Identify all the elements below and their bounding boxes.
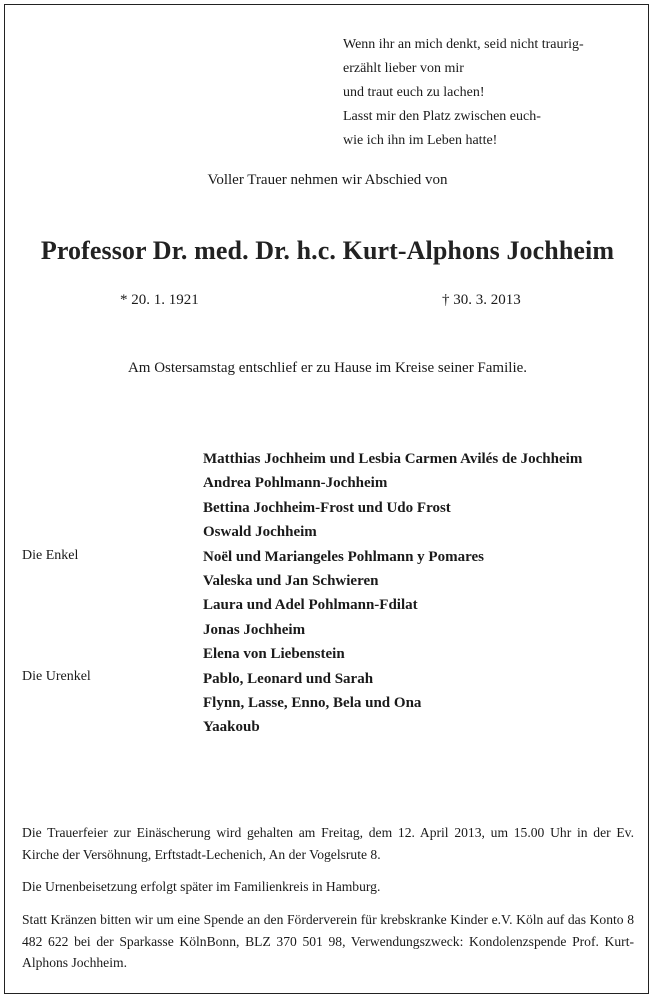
deceased-name: Professor Dr. med. Dr. h.c. Kurt-Alphons Jochheim [40,236,615,265]
poem-line: wie ich ihn im Leben hatte! [343,133,498,148]
intro-text: Voller Trauer nehmen wir Abschied von [207,172,448,188]
mourner-entry: Noël und Mariangeles Pohlmann y Pomares [203,548,484,565]
mourner-entry: Bettina Jochheim-Frost und Udo Frost [203,499,451,516]
mourner-entry: Pablo, Leonard und Sarah [203,670,374,687]
poem-line: und traut euch zu lachen! [343,85,485,100]
birth-date: * 20. 1. 1921 [120,292,199,308]
poem-line: Lasst mir den Platz zwischen euch- [343,109,541,124]
mourner-entry: Matthias Jochheim und Lesbia Carmen Avilés de Jochheim [203,451,583,467]
mourner-entry: Jonas Jochheim [203,621,306,638]
mourner-entry: Valeska und Jan Schwieren [203,572,379,589]
mourners-list [203,447,582,740]
mourner-entry: Laura und Adel Pohlmann-Fdilat [203,597,418,614]
mourner-entry: Flynn, Lasse, Enno, Bela und Ona [203,694,422,711]
passing-note: Am Ostersamstag entschlief er zu Hause im Kreise seiner Familie. [127,360,528,376]
death-date: † 30. 3. 2013 [442,292,521,308]
mourner-entry: Andrea Pohlmann-Jochheim [203,475,388,492]
donation-info: Statt Kränzen bitten wir um eine Spende an den Förderverein für krebskranke Kinder e.V. Köln auf das Konto 8 482 622 bei der Sparkasse KölnBonn, BLZ 370 501 98, Verwendungszweck: Kondolenzspende Prof. Kurt-Alphons Jochheim. [22,912,634,970]
burial-info: Die Urnenbeisetzung erfolgt später im Familienkreis in Hamburg. [22,879,381,894]
ceremony-info: Die Trauerfeier zur Einäscherung wird gehalten am Freitag, dem 12. April 2013, um 15.00 Uhr in der Ev. Kirche der Versöhnung, Erftstadt-Lechenich, An der Vogelsrute 8. [22,825,634,862]
label-grandchildren: Die Enkel [22,548,79,563]
poem-line: Wenn ihr an mich denkt, seid nicht traurig- [343,37,584,52]
poem [343,33,584,153]
label-great-grandchildren: Die Urenkel [22,669,91,684]
mourner-entry: Yaakoub [203,719,260,736]
mourner-entry: Elena von Liebenstein [203,646,345,663]
poem-line: erzählt lieber von mir [343,61,464,76]
mourner-entry: Oswald Jochheim [203,524,317,541]
